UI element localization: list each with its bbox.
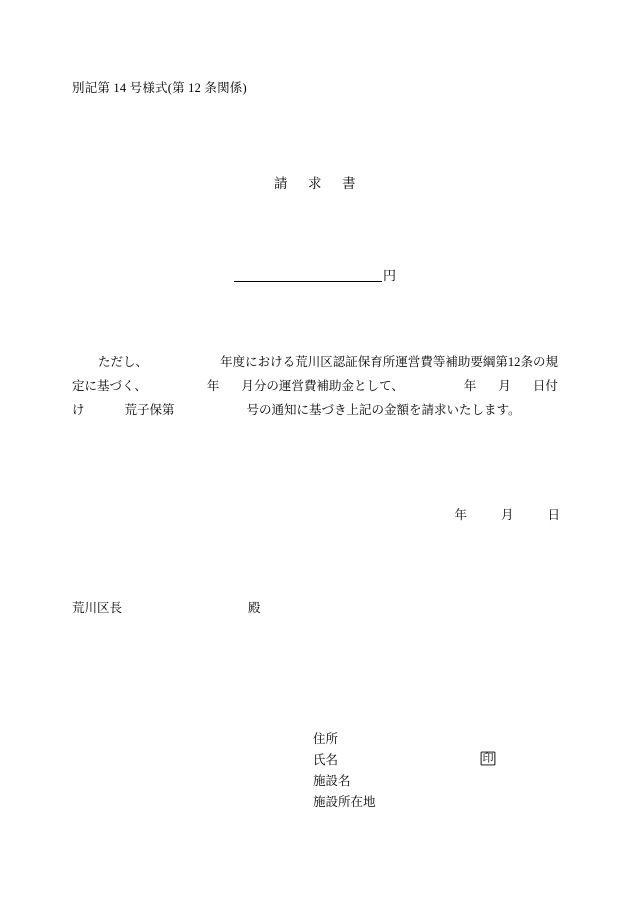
body-seg-4: 年 (463, 379, 477, 393)
signature-field-facility-address (313, 792, 376, 813)
signature-field-facility-name (313, 771, 376, 792)
signature-label-name: 氏名 (313, 753, 339, 767)
signature-label-facility-name: 施設名 (313, 774, 351, 788)
body-lead: ただし、 (98, 355, 149, 369)
title-char-1: 請 (274, 176, 288, 191)
title-char-3: 書 (342, 176, 356, 191)
signature-label-facility-address: 施設所在地 (313, 795, 376, 809)
amount-unit-label: 円 (382, 268, 396, 283)
addressee-honorific: 殿 (248, 601, 261, 615)
signature-label-address: 住所 (313, 732, 339, 746)
amount-input-line[interactable] (234, 267, 382, 282)
page-title (0, 172, 630, 192)
date-day-label: 日 (547, 508, 560, 522)
seal-icon: 印 (482, 751, 494, 765)
body-seg-5: 月 (498, 379, 511, 393)
signature-block (313, 729, 494, 813)
signature-date-line (0, 505, 560, 523)
body-seg-7: 荒子保第 (124, 403, 175, 417)
title-char-2: 求 (308, 176, 322, 191)
body-paragraph (72, 350, 558, 422)
addressee-line (72, 598, 261, 616)
signature-field-address (313, 729, 376, 750)
form-number: 別記第 14 号様式(第 12 条関係) (72, 81, 247, 95)
addressee-name: 荒川区長 (72, 601, 123, 615)
body-seg-6: 日付け (72, 379, 558, 417)
body-seg-2: 年 (206, 379, 220, 393)
date-month-label: 月 (500, 508, 514, 522)
date-year-label: 年 (454, 508, 467, 522)
body-seg-1: 年度における荒川区認証保育所運営費等補助要綱第12条の規定に基づく、 (72, 355, 558, 393)
signature-field-name (313, 750, 494, 771)
amount-field-row (0, 265, 630, 284)
body-seg-3: 月分の運営費補助金として、 (241, 379, 404, 393)
body-seg-8: 号の通知に基づき上記の金額を請求いたします。 (246, 403, 521, 417)
